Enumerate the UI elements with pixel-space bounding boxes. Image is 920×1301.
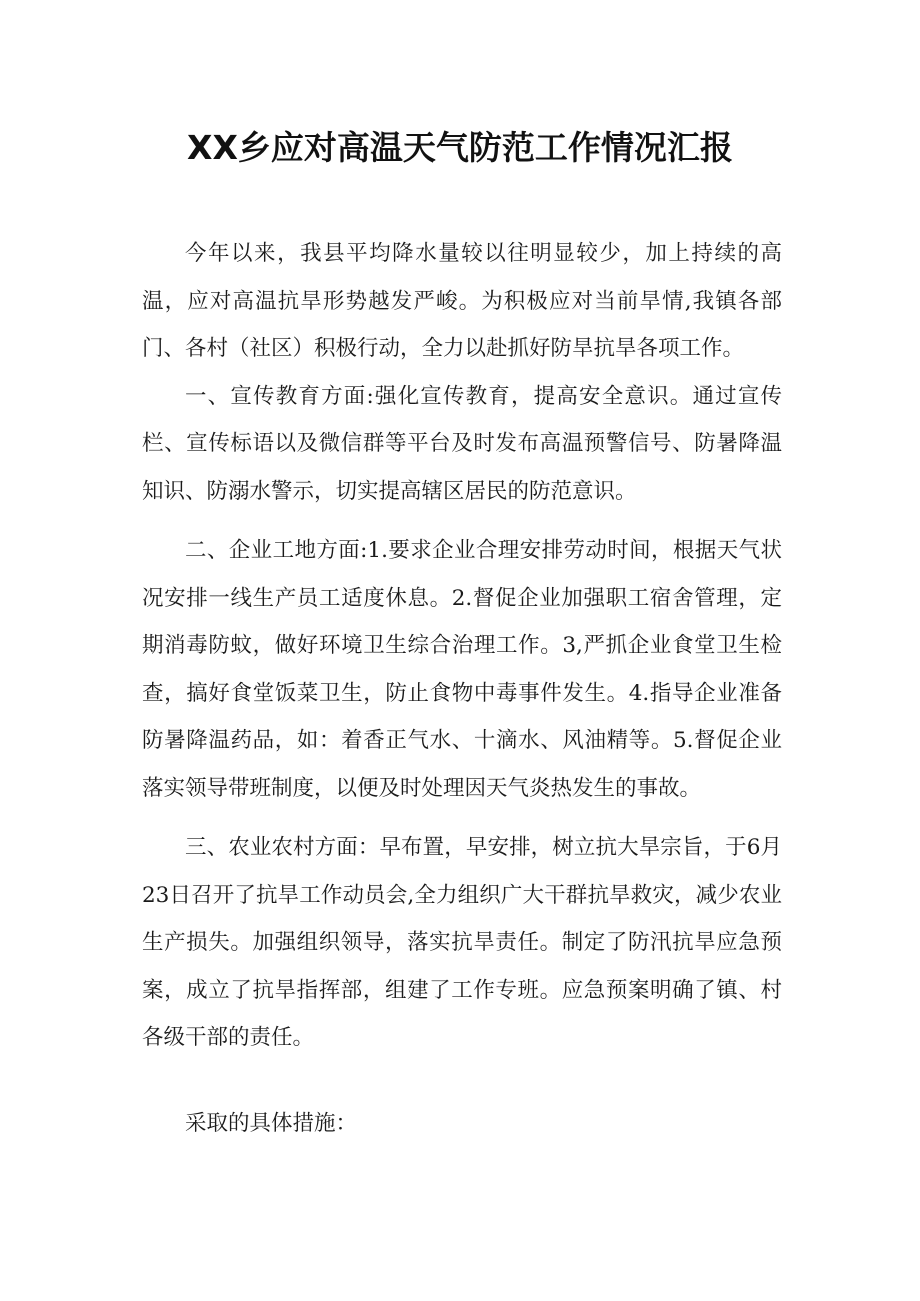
intro-paragraph: 今年以来，我县平均降水量较以往明显较少，加上持续的高温，应对高温抗旱形势越发严峻。为积极应对当前旱情,我镇各部门、各村（社区）积极行动，全力以赴抓好防旱抗旱各项工作。 <box>142 241 782 361</box>
document-title: XX乡应对高温天气防范工作情况汇报 <box>187 128 733 167</box>
specific-measures-heading: 采取的具体措施： <box>185 1110 358 1136</box>
enterprise-sites-paragraph: 二、企业工地方面:1.要求企业合理安排劳动时间，根据天气状况安排一线生产员工适度休息。2.督促企业加强职工宿舍管理，定期消毒防蚊，做好环境卫生综合治理工作。3,严抓企业食堂卫生检查，搞好食堂饭菜卫生，防止食物中毒事件发生。4.指导企业准备防暑降温药品，如：着香正气水、十滴水、风油精等。5.督促企业落实领导带班制度，以便及时处理因天气炎热发生的事故。 <box>142 538 782 801</box>
agriculture-rural-paragraph: 三、农业农村方面：早布置，早安排，树立抗大旱宗旨，于6月23日召开了抗旱工作动员会,全力组织广大干群抗旱救灾，减少农业生产损失。加强组织领导，落实抗旱责任。制定了防汛抗旱应急预案，成立了抗旱指挥部，组建了工作专班。应急预案明确了镇、村各级干部的责任。 <box>142 835 782 1050</box>
publicity-education-paragraph: 一、宣传教育方面:强化宣传教育，提高安全意识。通过宣传栏、宣传标语以及微信群等平台及时发布高温预警信号、防暑降温知识、防溺水警示，切实提高辖区居民的防范意识。 <box>142 383 782 504</box>
document-body <box>142 230 782 1147</box>
